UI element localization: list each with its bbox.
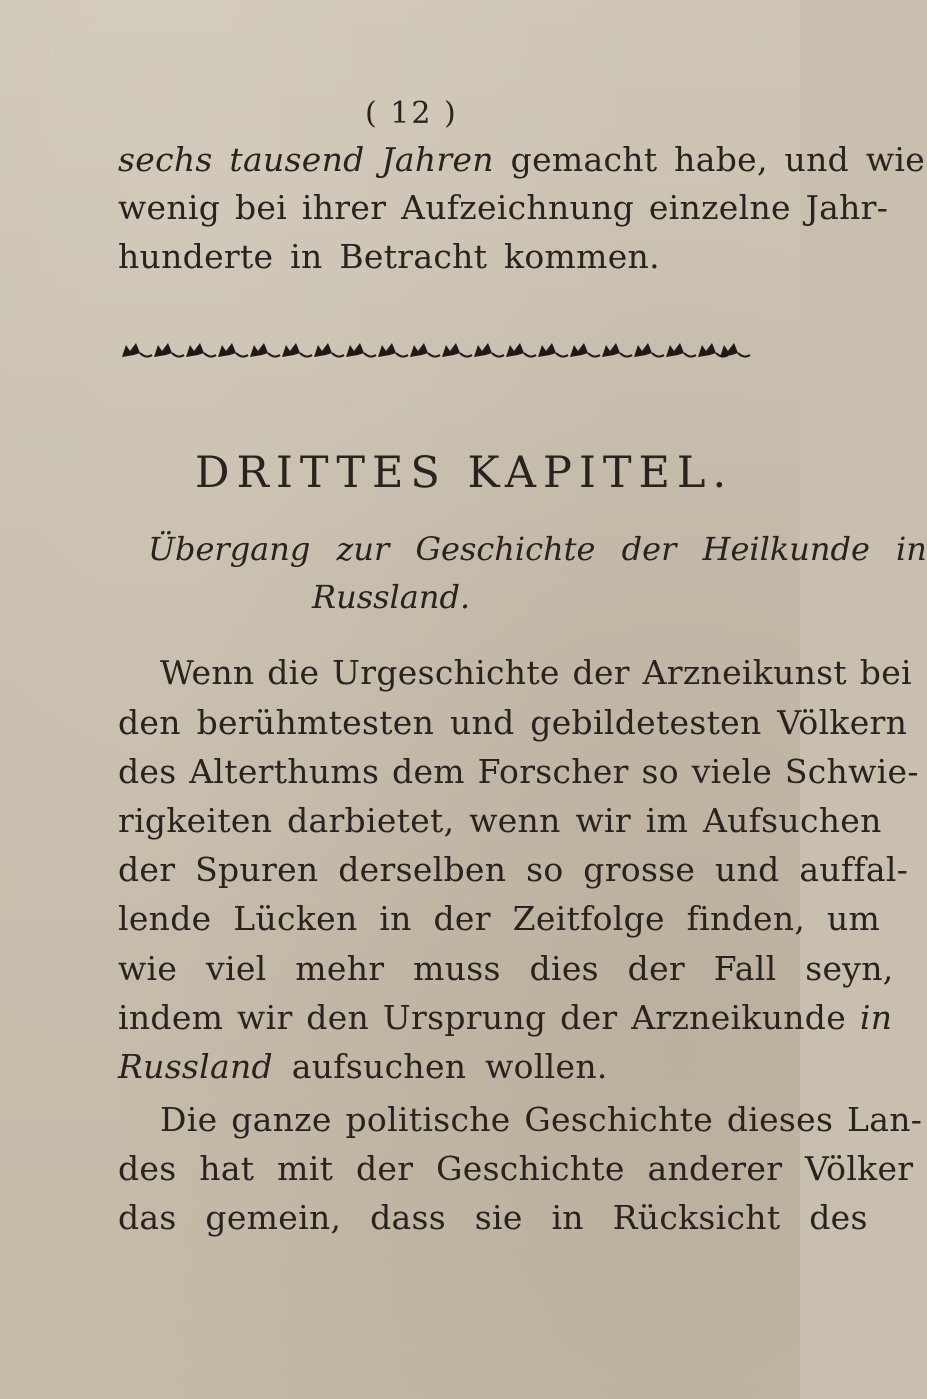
italic-word: in bbox=[859, 998, 893, 1037]
paragraph-line: Die ganze politische Geschichte dieses Lan- bbox=[160, 1100, 923, 1139]
page-number: ( 12 ) bbox=[365, 96, 458, 131]
paragraph-line: des hat mit der Geschichte anderer Völker bbox=[118, 1149, 914, 1188]
chapter-subtitle-line2: Russland. bbox=[312, 578, 471, 616]
paragraph-line: lende Lücken in der Zeitfolge finden, um bbox=[118, 899, 881, 938]
paragraph-line: des Alterthums dem Forscher so viele Schwie- bbox=[118, 752, 919, 791]
text-line: wenig bei ihrer Aufzeichnung einzelne Jahr- bbox=[118, 188, 889, 227]
text-line bbox=[118, 140, 925, 179]
paragraph-line bbox=[118, 1047, 608, 1086]
paragraph-line: den berühmtesten und gebildetesten Völkern bbox=[118, 703, 908, 742]
paragraph-line: der Spuren derselben so grosse und auffal- bbox=[118, 850, 909, 889]
text-line: hunderte in Betracht kommen. bbox=[118, 237, 660, 276]
text-run: aufsuchen wollen. bbox=[272, 1047, 608, 1086]
paragraph-line: wie viel mehr muss dies der Fall seyn, bbox=[118, 949, 894, 988]
text-run: gemacht habe, und wie bbox=[493, 140, 926, 179]
italic-word: Russland bbox=[118, 1047, 273, 1086]
italic-phrase: sechs tausend Jahren bbox=[118, 140, 494, 179]
decorative-border-ornament bbox=[120, 335, 750, 365]
chapter-subtitle-line1: Übergang zur Geschichte der Heilkunde in bbox=[148, 530, 927, 568]
paragraph-line: rigkeiten darbietet, wenn wir im Aufsuchen bbox=[118, 801, 882, 840]
paragraph-line: das gemein, dass sie in Rücksicht des bbox=[118, 1198, 868, 1237]
paragraph-line bbox=[118, 998, 892, 1037]
text-run: indem wir den Ursprung der Arzneikunde bbox=[118, 998, 860, 1037]
chapter-title: DRITTES KAPITEL. bbox=[195, 448, 734, 498]
paragraph-line: Wenn die Urgeschichte der Arzneikunst bei bbox=[160, 653, 912, 692]
